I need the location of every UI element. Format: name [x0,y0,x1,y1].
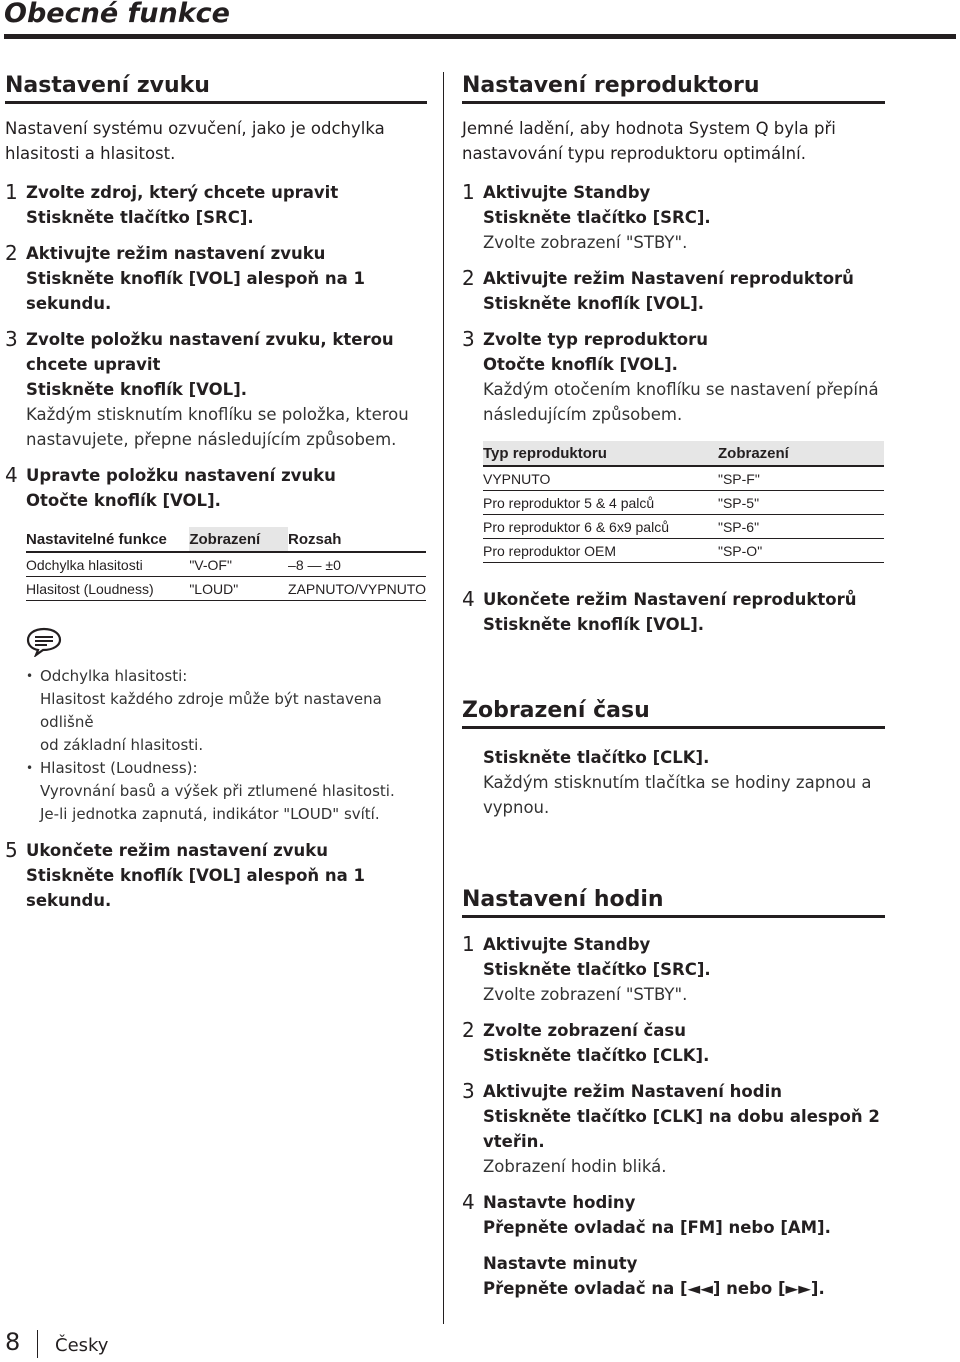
speaker-settings-heading: Nastavení reproduktoru [462,72,885,104]
list-item [26,757,427,826]
step-number: 1 [5,180,18,204]
speaker-step-2 [462,266,885,316]
note-line: Hlasitost každého zdroje může být nastavena odlišně [40,690,382,731]
step-number: 4 [462,1190,475,1214]
notes-list [26,665,427,826]
table-row [483,539,884,563]
step-number: 3 [462,1079,475,1103]
step-instruction: Stiskněte knoflík [VOL] alespoň na 1 sekundu. [26,866,366,910]
step-instruction: Přepněte ovladač na [◄◄] nebo [►►]. [483,1279,825,1298]
speaker-intro-line: Jemné ladění, aby hodnota System Q byla při [462,119,836,138]
sound-step-3 [5,327,427,452]
sound-step-5 [5,838,427,913]
step-instruction: Stiskněte tlačítko [CLK] na dobu alespoň 2 [483,1107,880,1126]
step-instruction: Přepněte ovladač na [FM] nebo [AM]. [483,1218,831,1237]
sound-intro-line: hlasitosti a hlasitost. [5,144,176,163]
step-instruction: Stiskněte knoflík [VOL]. [483,294,705,313]
step-instruction: Otočte knoflík [VOL]. [26,491,221,510]
clock-settings-heading: Nastavení hodin [462,886,885,918]
table-row [483,515,884,539]
step-title: Aktivujte režim Nastavení hodin [483,1082,782,1101]
note-line: Vyrovnání basů a výšek při ztlumené hlasitosti. [40,782,395,800]
page-title: Obecné funkce [4,0,230,29]
step-note: nastavujete, přepne následujícím způsobem. [26,430,397,449]
step-instruction: Stiskněte knoflík [VOL]. [26,380,248,399]
step-title: Zvolte položku nastavení zvuku, kterou [26,330,394,349]
table-header-row [26,527,426,552]
note-line: Je-li jednotka zapnutá, indikátor "LOUD" svítí. [40,805,380,823]
speaker-step-3 [462,327,885,563]
step-title: Aktivujte režim Nastavení reproduktorů [483,269,854,288]
step-title: Nastavte hodiny [483,1193,636,1212]
table-cell: Pro reproduktor 6 & 6x9 palců [483,515,718,539]
speaker-intro-line: nastavování typu reproduktoru optimální. [462,144,806,163]
step-number: 5 [5,838,18,862]
table-header: Rozsah [288,527,426,552]
step-note: Zobrazení hodin bliká. [483,1157,667,1176]
left-column [5,72,427,913]
speaker-intro [462,116,885,166]
step-title: Aktivujte Standby [483,183,651,202]
step-title: Zvolte zdroj, který chcete upravit [26,183,339,202]
sound-step-2 [5,241,427,316]
step-note: Každým stisknutím tlačítka se hodiny zapnou a [483,773,872,792]
step-title: chcete upravit [26,355,161,374]
clock-step-2 [462,1018,885,1068]
clock-display-body [462,745,885,820]
clock-display-heading: Zobrazení času [462,697,885,729]
clock-step-1 [462,932,885,1007]
step-number: 1 [462,180,475,204]
step-note: vypnou. [483,798,550,817]
step-number: 3 [5,327,18,351]
note-line: od základní hlasitosti. [40,736,204,754]
table-header-row [483,441,884,466]
table-cell: "LOUD" [189,577,288,601]
table-cell: "SP-6" [718,515,884,539]
step-instruction: Stiskněte tlačítko [CLK]. [483,1046,710,1065]
step-title: Zvolte typ reproduktoru [483,330,708,349]
step-instruction: Stiskněte knoflík [VOL] alespoň na 1 sekundu. [26,269,366,313]
step-instruction: vteřin. [483,1132,545,1151]
speaker-type-table [483,441,884,563]
footer-separator [37,1330,38,1358]
list-item [26,665,427,757]
table-row [26,552,426,577]
sound-settings-heading: Nastavení zvuku [5,72,427,104]
step-instruction: Stiskněte tlačítko [SRC]. [483,208,711,227]
table-row [483,466,884,491]
table-cell: Pro reproduktor OEM [483,539,718,563]
step-note: Každým stisknutím knoflíku se položka, kterou [26,405,409,424]
step-title: Zvolte zobrazení času [483,1021,686,1040]
step-instruction: Stiskněte knoflík [VOL]. [483,615,705,634]
step-instruction: Otočte knoflík [VOL]. [483,355,678,374]
table-cell: Odchylka hlasitosti [26,552,189,577]
table-header: Zobrazení [718,441,884,466]
table-cell: VYPNUTO [483,466,718,491]
table-cell: "SP-F" [718,466,884,491]
sound-step-1 [5,180,427,230]
step-title: Ukončete režim Nastavení reproduktorů [483,590,857,609]
language-label: Česky [55,1335,109,1356]
step-number: 2 [462,1018,475,1042]
table-header: Typ reproduktoru [483,441,718,466]
step-title: Aktivujte Standby [483,935,651,954]
clock-step-3 [462,1079,885,1179]
sound-intro [5,116,427,166]
step-instruction: Stiskněte tlačítko [SRC]. [483,960,711,979]
step-note: Zvolte zobrazení "STBY". [483,233,688,252]
table-cell: ZAPNUTO/VYPNUTO [288,577,426,601]
step-note: Každým otočením knoflíku se nastavení přepíná [483,380,879,399]
table-header: Zobrazení [189,527,288,552]
step-note: Zvolte zobrazení "STBY". [483,985,688,1004]
sound-settings-table [26,527,426,601]
table-cell: –8 — ±0 [288,552,426,577]
page-number: 8 [5,1328,21,1356]
table-row [483,491,884,515]
note-title: • Hlasitost (Loudness): [40,759,198,777]
sound-step-4 [5,463,427,601]
note-icon [26,627,62,657]
step-number: 1 [462,932,475,956]
table-cell: Pro reproduktor 5 & 4 palců [483,491,718,515]
step-number: 3 [462,327,475,351]
speaker-step-1 [462,180,885,255]
table-cell: Hlasitost (Loudness) [26,577,189,601]
step-instruction: Stiskněte tlačítko [CLK]. [483,748,710,767]
note-title: • Odchylka hlasitosti: [40,667,188,685]
title-rule [4,34,956,39]
clock-step-4 [462,1190,885,1301]
step-title: Aktivujte režim nastavení zvuku [26,244,326,263]
step-title: Upravte položku nastavení zvuku [26,466,336,485]
step-number: 2 [462,266,475,290]
step-number: 4 [462,587,475,611]
column-divider [443,72,444,1324]
step-number: 2 [5,241,18,265]
table-row [26,577,426,601]
step-title: Ukončete režim nastavení zvuku [26,841,328,860]
right-column [462,72,885,1301]
table-cell: "V-OF" [189,552,288,577]
table-cell: "SP-5" [718,491,884,515]
table-header: Nastavitelné funkce [26,527,189,552]
step-note: následujícím způsobem. [483,405,683,424]
sound-intro-line: Nastavení systému ozvučení, jako je odchylka [5,119,385,138]
step-subtitle: Nastavte minuty [483,1254,638,1273]
speaker-step-4 [462,587,885,637]
step-number: 4 [5,463,18,487]
step-instruction: Stiskněte tlačítko [SRC]. [26,208,254,227]
table-cell: "SP-O" [718,539,884,563]
